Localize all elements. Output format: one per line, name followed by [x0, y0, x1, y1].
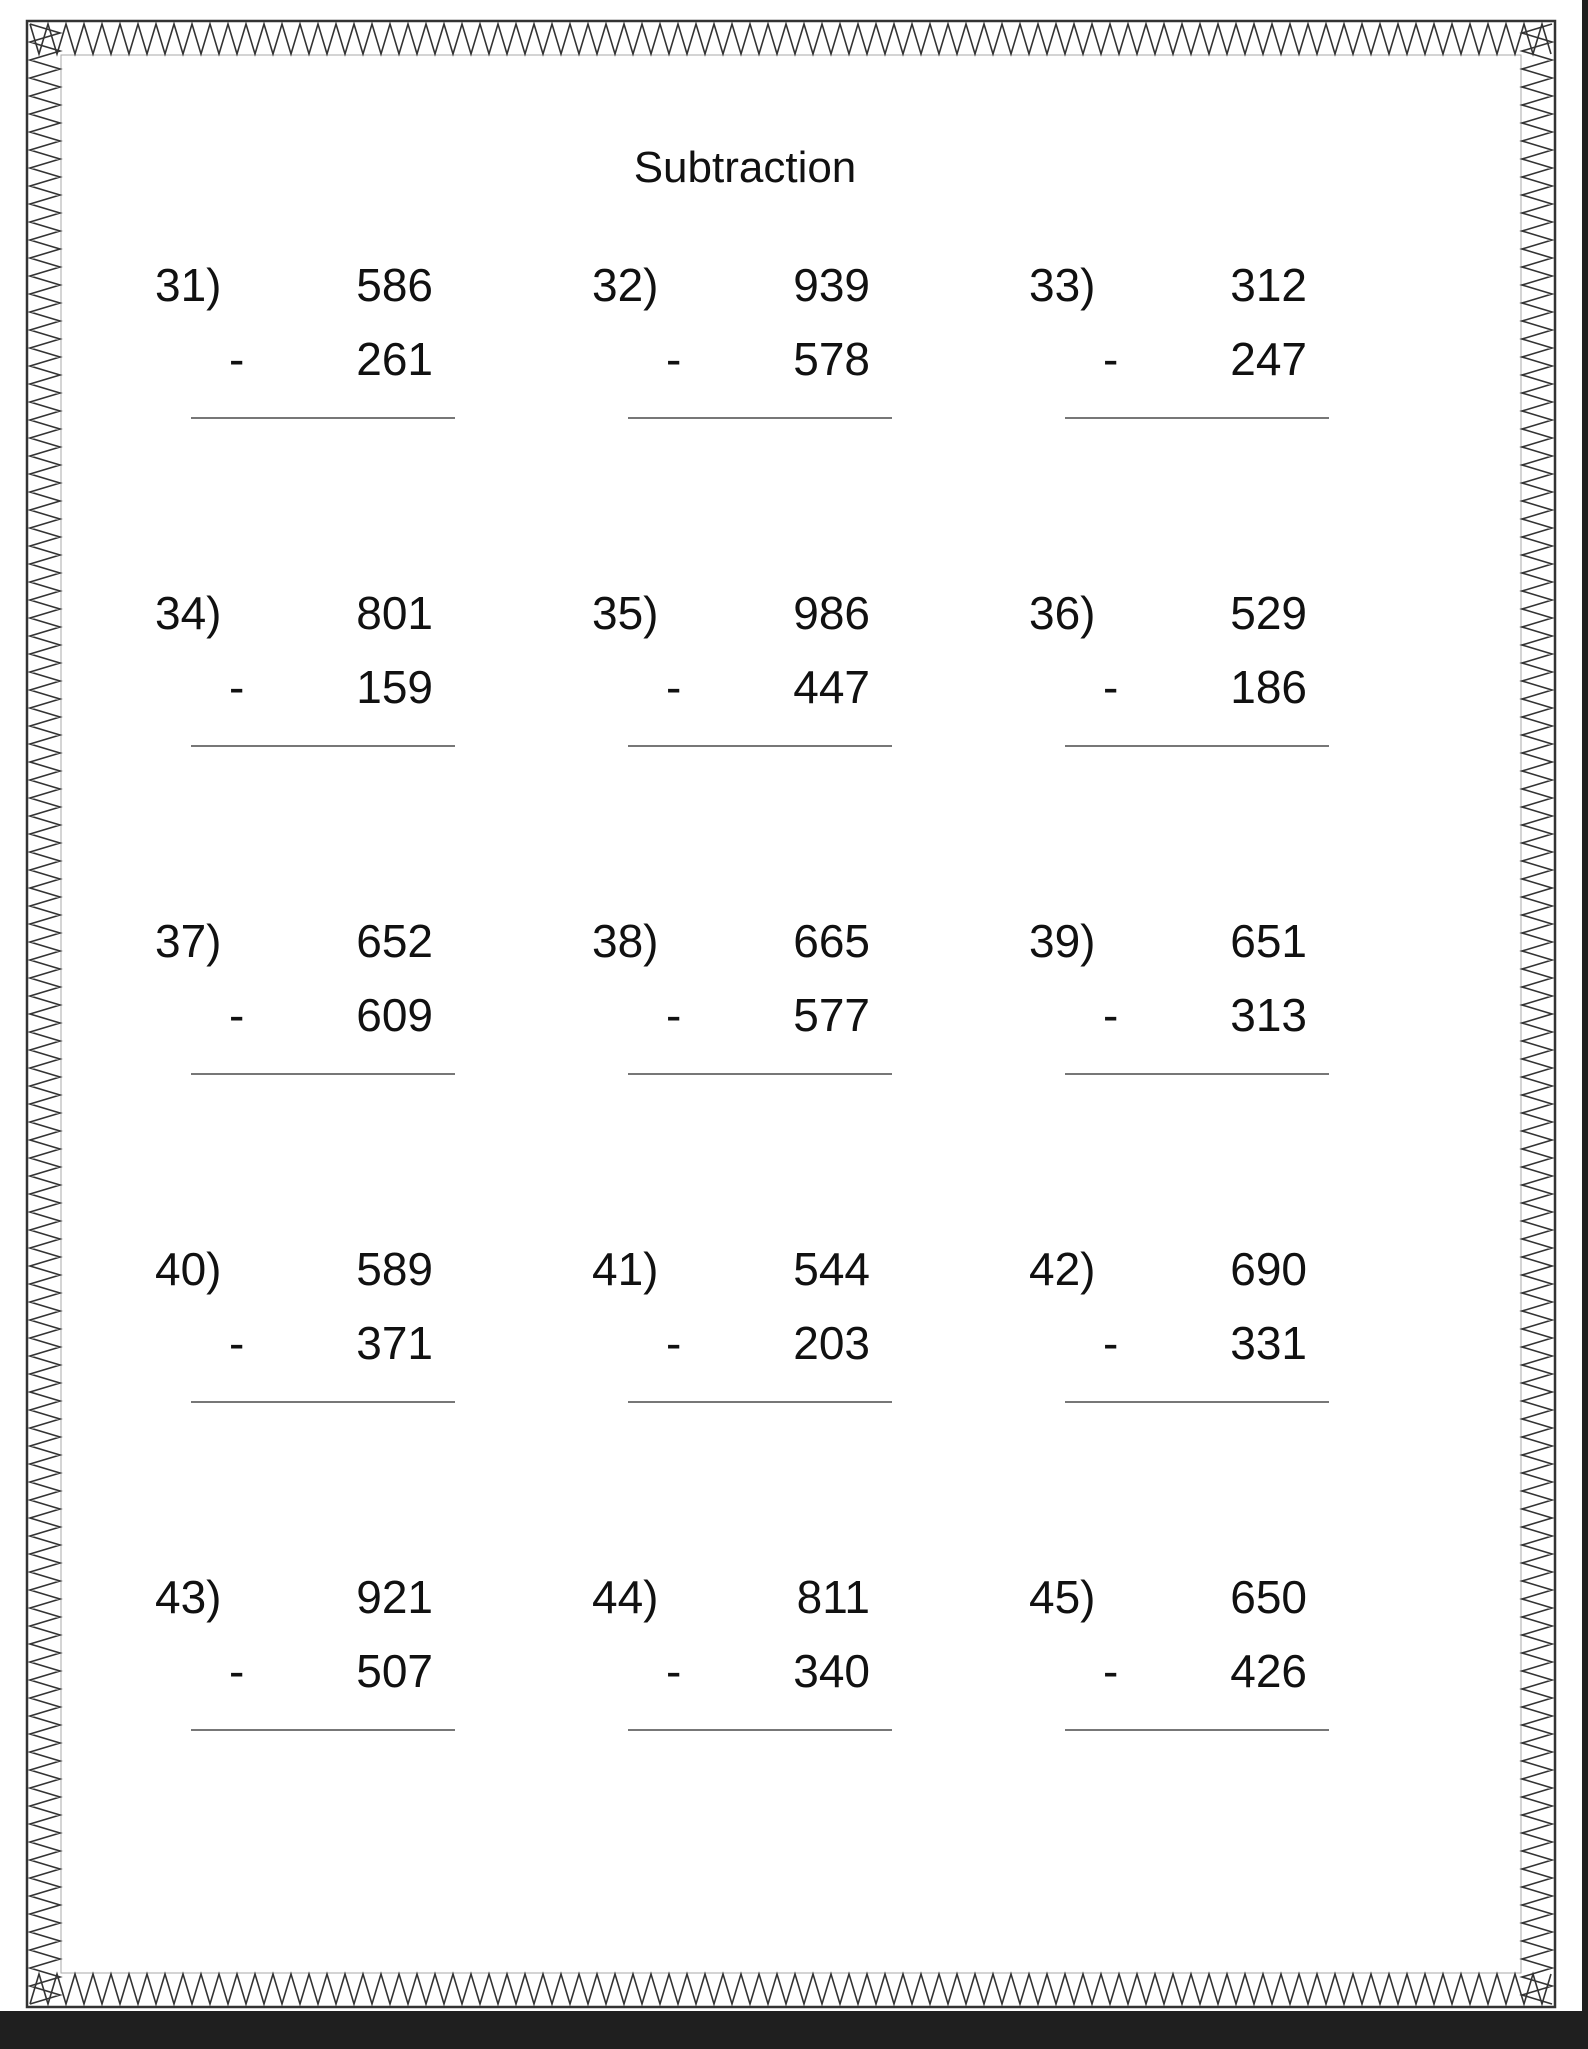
subtrahend: 261 — [356, 333, 433, 385]
minuend: 312 — [1230, 259, 1307, 311]
answer-line[interactable] — [628, 1401, 892, 1403]
minuend: 589 — [356, 1243, 433, 1295]
zigzag-left — [30, 24, 60, 2004]
answer-line[interactable] — [191, 1073, 455, 1075]
subtrahend: 578 — [793, 333, 870, 385]
problem-number: 45) — [1029, 1571, 1096, 1623]
problem-item — [1029, 586, 1307, 786]
answer-line[interactable] — [191, 745, 455, 747]
subtrahend: 331 — [1230, 1317, 1307, 1369]
answer-line[interactable] — [1065, 417, 1329, 419]
minuend: 986 — [793, 587, 870, 639]
minus-sign: - — [1103, 1645, 1119, 1697]
minus-sign: - — [666, 661, 682, 713]
minus-sign: - — [229, 661, 245, 713]
problem-number: 44) — [592, 1571, 659, 1623]
problem-item — [592, 586, 870, 786]
problem-number: 41) — [592, 1243, 659, 1295]
problem-number: 42) — [1029, 1243, 1096, 1295]
problem-number: 32) — [592, 259, 659, 311]
answer-line[interactable] — [628, 417, 892, 419]
subtrahend: 507 — [356, 1645, 433, 1697]
problem-number: 35) — [592, 587, 659, 639]
problem-item — [1029, 258, 1307, 458]
minus-sign: - — [1103, 1317, 1119, 1369]
problem-item — [155, 914, 433, 1114]
minuend: 651 — [1230, 915, 1307, 967]
subtrahend: 186 — [1230, 661, 1307, 713]
minus-sign: - — [1103, 989, 1119, 1041]
problem-number: 40) — [155, 1243, 222, 1295]
problem-item — [155, 1242, 433, 1442]
subtrahend: 340 — [793, 1645, 870, 1697]
problem-number: 34) — [155, 587, 222, 639]
problem-number: 33) — [1029, 259, 1096, 311]
minuend: 921 — [356, 1571, 433, 1623]
minus-sign: - — [1103, 661, 1119, 713]
answer-line[interactable] — [191, 1401, 455, 1403]
zigzag-top — [30, 24, 1551, 54]
subtrahend: 313 — [1230, 989, 1307, 1041]
zigzag-right — [1522, 24, 1552, 2004]
answer-line[interactable] — [1065, 1073, 1329, 1075]
minus-sign: - — [229, 333, 245, 385]
minus-sign: - — [666, 333, 682, 385]
subtrahend: 371 — [356, 1317, 433, 1369]
minuend: 652 — [356, 915, 433, 967]
minus-sign: - — [229, 1645, 245, 1697]
problem-item — [592, 1570, 870, 1770]
answer-line[interactable] — [1065, 745, 1329, 747]
minus-sign: - — [666, 1317, 682, 1369]
answer-line[interactable] — [1065, 1401, 1329, 1403]
minuend: 529 — [1230, 587, 1307, 639]
problem-number: 37) — [155, 915, 222, 967]
minus-sign: - — [229, 989, 245, 1041]
problem-item — [1029, 1242, 1307, 1442]
minuend: 650 — [1230, 1571, 1307, 1623]
subtrahend: 203 — [793, 1317, 870, 1369]
subtrahend: 159 — [356, 661, 433, 713]
problem-item — [155, 1570, 433, 1770]
problem-number: 31) — [155, 259, 222, 311]
minus-sign: - — [666, 1645, 682, 1697]
problem-item — [592, 1242, 870, 1442]
answer-line[interactable] — [628, 1073, 892, 1075]
minuend: 665 — [793, 915, 870, 967]
answer-line[interactable] — [628, 1729, 892, 1731]
minus-sign: - — [229, 1317, 245, 1369]
problem-item — [592, 914, 870, 1114]
problem-item — [1029, 914, 1307, 1114]
subtrahend: 247 — [1230, 333, 1307, 385]
minuend: 811 — [796, 1571, 870, 1623]
problem-number: 36) — [1029, 587, 1096, 639]
minus-sign: - — [1103, 333, 1119, 385]
minuend: 801 — [356, 587, 433, 639]
answer-line[interactable] — [628, 745, 892, 747]
problem-item — [1029, 1570, 1307, 1770]
minuend: 690 — [1230, 1243, 1307, 1295]
problem-item — [155, 586, 433, 786]
answer-line[interactable] — [1065, 1729, 1329, 1731]
subtrahend: 426 — [1230, 1645, 1307, 1697]
subtrahend: 447 — [793, 661, 870, 713]
subtrahend: 609 — [356, 989, 433, 1041]
problem-item — [155, 258, 433, 458]
worksheet-title: Subtraction — [633, 143, 857, 192]
minus-sign: - — [666, 989, 682, 1041]
problem-number: 43) — [155, 1571, 222, 1623]
answer-line[interactable] — [191, 417, 455, 419]
zigzag-bottom — [30, 1974, 1551, 2004]
problem-number: 38) — [592, 915, 659, 967]
problem-number: 39) — [1029, 915, 1096, 967]
answer-line[interactable] — [191, 1729, 455, 1731]
minuend: 586 — [356, 259, 433, 311]
minuend: 544 — [793, 1243, 870, 1295]
minuend: 939 — [793, 259, 870, 311]
subtrahend: 577 — [793, 989, 870, 1041]
problem-item — [592, 258, 870, 458]
